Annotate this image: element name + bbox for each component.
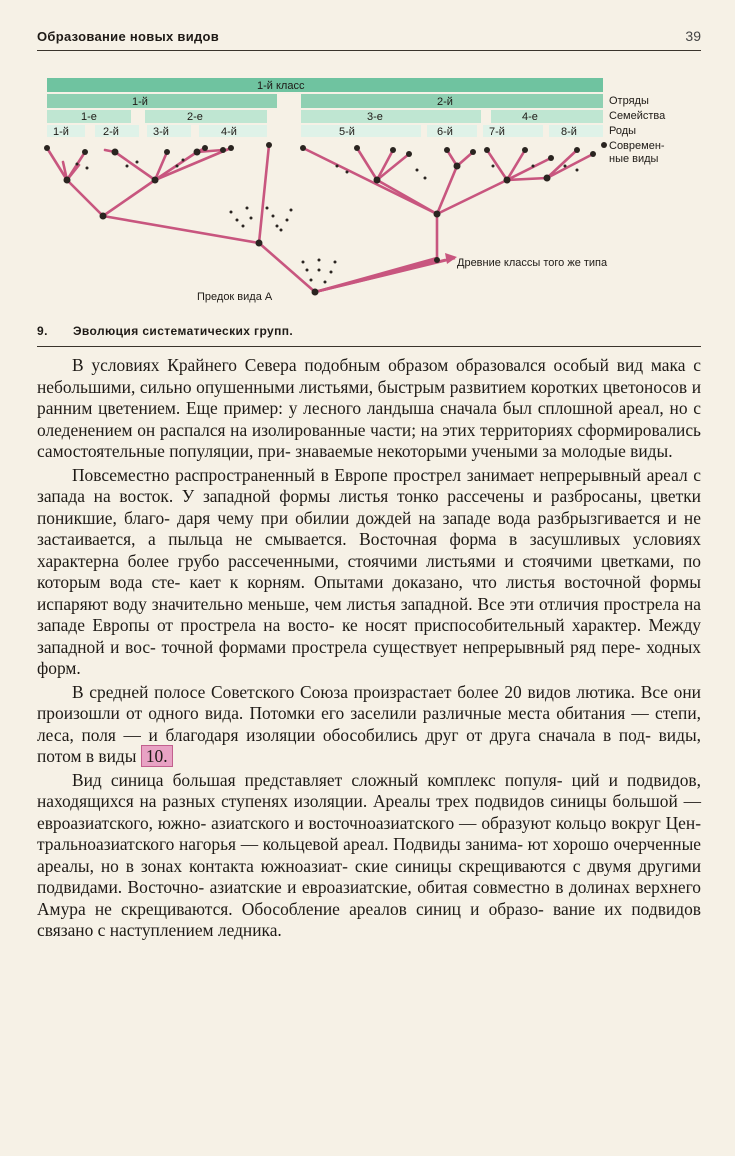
- page-number: 39: [685, 28, 701, 44]
- order-bar-1: [47, 94, 277, 108]
- paragraph-2: Повсеместно распространенный в Европе прострел занимает непрерывный ареал с запада на восток. У западной формы листья тонко рассечены и разбросаны, цветки поникшие, благо- даря чему при обилии дождей на западе вода разбрызгивается и не застаивается, а пыльца не смывается. Восточная форма в засушливых условиях характерна более грубо рассеченными, стоячими листьями и стоячими цветками, по которым вода сте- кает к корням. Опытами доказано, что листья восточной формы испаряют воду значительно меньше, чем листья западной. Все эти отличия прострела на западе Европы от прострела на восто- ке носят приспособительный характер. Между западной и вос- точной формами прострела существует непрерывный ряд пере- ходных форм.: [37, 464, 701, 678]
- caption-title: Эволюция систематических групп.: [73, 324, 294, 338]
- legend-families: Семейства: [609, 110, 666, 122]
- genus-label-3: 3-й: [153, 126, 169, 138]
- family-label-3: 3-е: [367, 111, 383, 123]
- genus-label-5: 5-й: [339, 126, 355, 138]
- evolution-diagram: [37, 70, 701, 320]
- figure-caption: [37, 320, 701, 347]
- class-bar: [47, 78, 603, 92]
- genus-label-7: 7-й: [489, 126, 505, 138]
- page-header: [37, 26, 701, 51]
- legend-genera: Роды: [609, 125, 637, 137]
- legend-modern-1: Современ-: [609, 140, 665, 152]
- genus-label-8: 8-й: [561, 126, 577, 138]
- ancient-arrow-line: [315, 260, 447, 292]
- family-bar-2: [145, 110, 267, 123]
- ancestor-label: Предок вида А: [197, 291, 273, 303]
- paragraph-3: В средней полосе Советского Союза произрастает более 20 видов лютика. Все они произошли от одного вида. Потомки его заселили различные места обитания — степи, леса, поля — и благодаря изоляции обособились друг от друга сначала в под- виды, потом в виды 10.: [37, 681, 701, 766]
- legend-orders: Отряды: [609, 95, 649, 107]
- family-label-4: 4-е: [522, 111, 538, 123]
- ancient-classes-label: Древние классы того же типа: [457, 257, 608, 269]
- diagram-svg: [37, 70, 701, 320]
- genus-label-2: 2-й: [103, 126, 119, 138]
- genus-label-4: 4-й: [221, 126, 237, 138]
- legend-modern-dot: [601, 142, 607, 148]
- family-label-1: 1-е: [81, 111, 97, 123]
- paragraph-4: Вид синица большая представляет сложный комплекс популя- ций и подвидов, находящихся на разных ступенях изоляции. Ареалы трех подвидов синицы большой — евроазиатского, южно- азиатского и восточноазиатского — образуют кольцо вокруг Цен- тральноазиатского нагорья — кольцевой ареал. Подвиды занима- ют хорошо очерченные ареалы, но в зонах контакта южноазиат- ские синицы скрещиваются с двумя другими подвидами. Восточно- азиатские и евроазиатские, обитая совместно в долинах верхнего Амура не скрещиваются. Обособление ареалов синиц и образо- вание их подвидов связано с наступлением ледника.: [37, 769, 702, 940]
- family-bar-3: [301, 110, 481, 123]
- genus-label-6: 6-й: [437, 126, 453, 138]
- genus-bar-5: [301, 125, 421, 137]
- family-bar-4: [491, 110, 603, 123]
- order-label-1: 1-й: [132, 96, 148, 108]
- paragraph-1: В условиях Крайнего Севера подобным образом образовался особый вид мака с небольшими, сильно опушенными листьями, быстрым развитием коротких цветоносов и ранним цветением. Еще пример: у лесного ландыша сначала был сплошной ареал, но с оледенением он распался на изолированные части; на этих территориях сформировались самостоятельные популяции, при- знаваемые некоторыми учеными за молодые виды.: [37, 355, 701, 461]
- class-label: 1-й класс: [257, 80, 305, 92]
- genus-label-1: 1-й: [53, 126, 69, 138]
- family-label-2: 2-е: [187, 111, 203, 123]
- section-title: Образование новых видов: [37, 29, 220, 44]
- ancient-arrow-head: [445, 253, 457, 264]
- order-label-2: 2-й: [437, 96, 453, 108]
- body-text: [37, 355, 701, 942]
- caption-number: 9.: [37, 324, 48, 338]
- legend-modern-2: ные виды: [609, 153, 659, 165]
- figure-reference[interactable]: 10.: [141, 745, 173, 767]
